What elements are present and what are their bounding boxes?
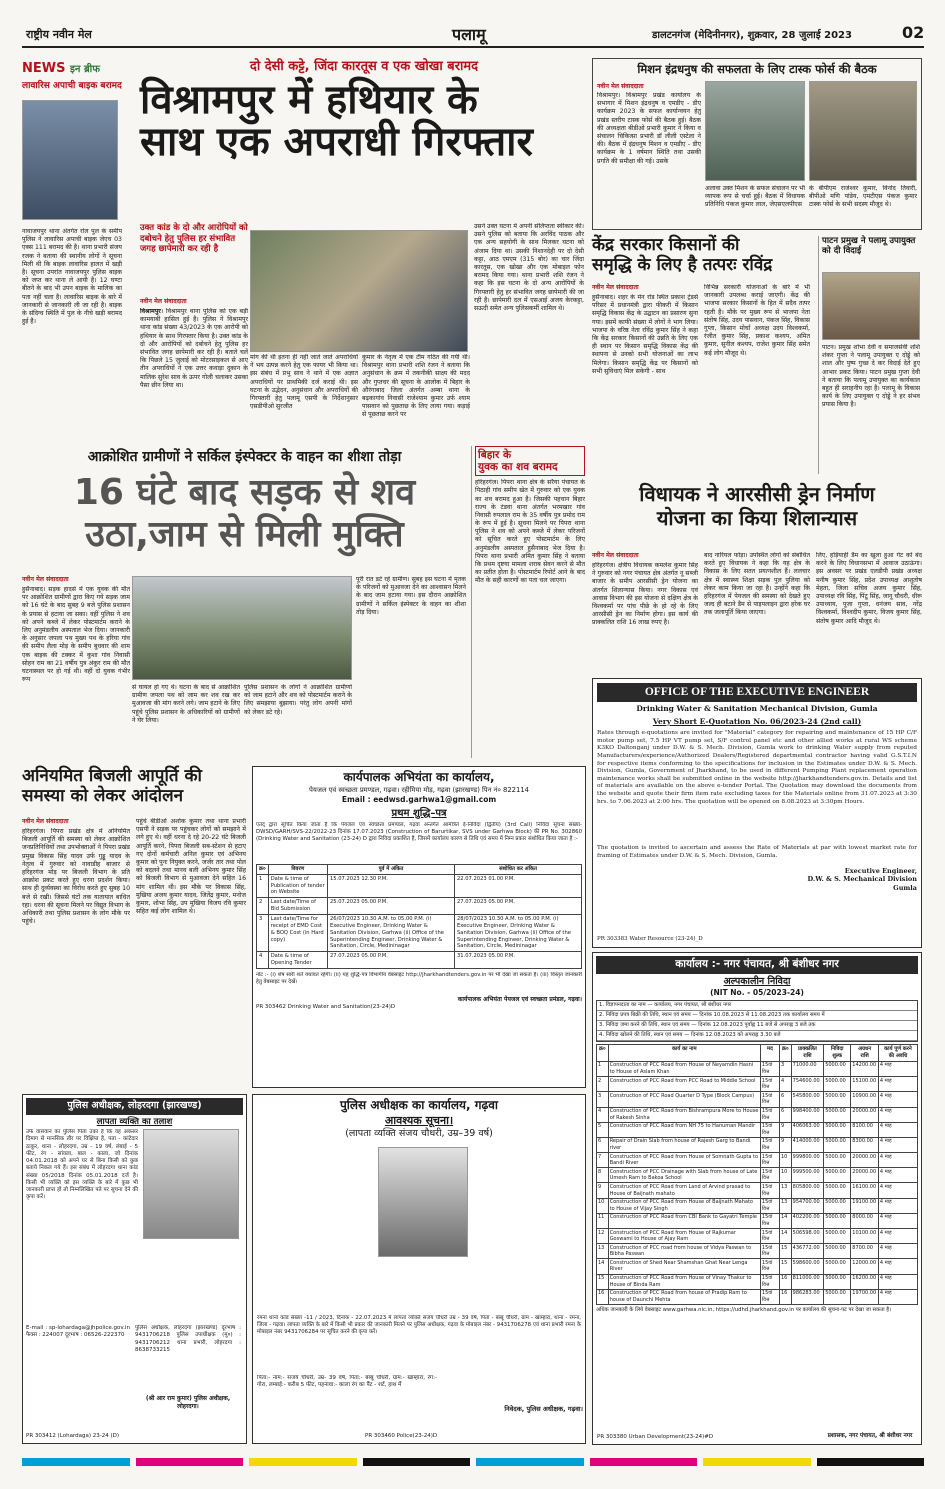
lead-story xyxy=(140,58,588,443)
news-brief xyxy=(22,60,134,438)
lead-headline-1: विश्रामपुर में हथियार के xyxy=(140,77,478,124)
table-cell: 12 xyxy=(597,1229,609,1244)
table-cell: 4 माह xyxy=(878,1137,917,1152)
vidhayak-body-3: लिए, हड़ियाही डैम का खुला हुआ गेट को बंद करने के लिए विधानसभा में आवाज उठाऊंगा। इस अवसर पर प्रखंड एलडीपी प्रखंड अध्यक्ष मनीष कुमार सिंह, प्रदेश उपाध्यक्ष आशुतोष मेहता, जिला सचिव अजय कुमार सिंह, उपाध्यक्ष रवि सिंह, पिंटू सिंह, जानू चौधरी, धीरू उपाध्याय, पूजा गुप्ता, धनंजय साव, नरेंद्र विश्वकर्मा, विश्वदीप कुमार, विजय कुमार सिंह, संतोष कुमार आदि मौजूद थे। xyxy=(816,552,922,625)
table-row xyxy=(597,1183,918,1198)
table-cell: 15 xyxy=(779,1244,791,1259)
table-cell: 15वां वित्त xyxy=(760,1061,779,1076)
table-cell: Construction of PCC Road from House of Vinay Thakur to House of Binda Ram xyxy=(608,1274,760,1289)
table-row xyxy=(597,1213,918,1228)
table-cell: Construction of PCC Road from CBI Bank to Gayatri Temple xyxy=(608,1213,760,1228)
table-row xyxy=(597,1198,918,1213)
table-cell: 28/07/2023 10.30 A.M. to 05.00 P.M. (i) Executive Engineer, Drinking Water & Sanitation Division, Garhwa (ii) Office of the Superintending Engineer, Drinking Water & Sanitation, Circle, Medininagar xyxy=(454,915,581,952)
table-row xyxy=(597,1274,918,1289)
table-cell: 5000.00 xyxy=(824,1198,851,1213)
karyapalak-note: नोट :- (i) शेष सारी शर्तें यथावत रहेगी। (ii) यह शुद्धि-पत्र विभागीय वेबसाइट http://jharkhandtenders.gov.in पर भी देखा जा सकता है। (iii) विस्तृत जानकारी हेतु वेबसाइट पर देखें। xyxy=(256,972,582,986)
table-cell: 8000.00 xyxy=(851,1213,879,1228)
lead-col-4: उसने उक्त घटना में अपनी संलिप्तता स्वीकार की। उसने पुलिस को बताया कि अरविंद पाठक और एक अन्य सहयोगी के साथ मिलकर घटना को अंजाम दिया था। उसकी निशानदेही पर दो देसी कट्टा, आठ एमएम (315 बोर) का चार जिंदा कारतूस, एक खोखा और एक मोबाइल फोन बरामद किया गया। थाना प्रभारी शशि रंजन ने कहा कि इस घटना के दो अन्य आरोपियों के गिरफ्तारी हेतु हर संभावित जगह छापेमारी की जा रही है। छापेमारी दल में एसआई अजय केरकट्टा, सऊदी समेत अन्य पुलिसकर्मी शामिल थे। xyxy=(474,223,584,312)
table-cell: 15वां वित्त xyxy=(760,1137,779,1152)
table-cell: 954700.00 xyxy=(791,1198,824,1213)
nagar-pr: PR 303380 Urban Development(23-24)#D xyxy=(597,1433,714,1440)
table-cell: 986283.00 xyxy=(791,1289,824,1304)
table-cell: 8700.00 xyxy=(851,1244,879,1259)
table-cell: 805800.00 xyxy=(791,1183,824,1198)
info-row: 3. निविदा जमा करने की तिथि, स्थान एवं समय — दिनांक 12.08.2023 पूर्वाह्न 11 बजे से अपराह्न 3 बजे तक xyxy=(597,1021,917,1031)
jam-body-2: से घायल हो गए थे। घटना के बाद से आक्रोशित ग्रामीण जपला पथ को जाम कर शव रख कर मुआवजा की मांग करने लगे। जाम हटाने के लिए पहुंचे पुलिस प्रशासन के अधिकारियों को ग्रामीणों ने घेर लिया। xyxy=(132,684,240,724)
table-cell: 5 xyxy=(597,1122,609,1137)
jam-kicker: आक्रोशित ग्रामीणों ने सर्किल इंस्पेक्टर के वाहन का शीशा तोड़ा xyxy=(87,449,402,465)
kendra-story xyxy=(592,236,814,474)
table-cell: 13 xyxy=(779,1198,791,1213)
lead-headline-2: साथ एक अपराधी गिरफ्तार xyxy=(140,119,533,166)
table-cell: 15वां वित्त xyxy=(760,1122,779,1137)
lohardaga-title: पुलिस अधीक्षक, लोहरदगा (झारखण्ड) xyxy=(26,1098,243,1115)
table-cell: 4 माह xyxy=(878,1213,917,1228)
jam-body-4: पूरी रात डटे रहे ग्रामीण। सुबह इस घटना में मृतक के परिजनों को मुआवजा देने का आश्वासन मिलने के बाद जाम हटाया गया। इस दौरान आक्रोशित ग्रामीणों ने सर्किल इंस्पेक्टर के वाहन का शीशा तोड़ दिया। xyxy=(356,576,466,616)
patan-headline: पाटन प्रमुख ने पलामू उपायुक्त को दी विदाई xyxy=(822,236,916,257)
garhwa-sign: निवेदक, पुलिस अधीक्षक, गढ़वा। xyxy=(504,1405,583,1413)
garhwa-sub-2: (लापता व्यक्ति संजय चौधरी, उम्र–39 वर्ष) xyxy=(345,1128,493,1140)
table-cell: 4 माह xyxy=(878,1077,917,1092)
nagar-table: क्र० कार्य का नाम मद क्र० प्राक्कलित राशि निविदा शुल्क अग्रधन राशि कार्य पूर्ण करने की अवधि 1 Construction of PCC Road from House of Neyamdin Hasni to House of Aslam Khan 15वां वित्त 3 71000.00 5000.00 14200.00 4 माह 2 Construction of PCC Road from PCC Road to Middle School 15वां वित्त 4 754600.00 5000.00 15100.00 4 माह 3 Construction of PCC Road Quarter D Type (Block Campus) 15वां वित्त 6 545800.00 5000.00 10900.00 4 माह 4 Construction of PCC Road from Bishrampura More to House of Rakesh Sinha 15वां वित्त 6 998400.00 5000.00 20000.00 4 माह 5 Construction of PCC Road from NH 75 to Hanuman Mandir 15वां वित्त 9 406063.00 5000.00 8100.00 4 माह 6 Repair of Drain Slab from house of Rajesh Garg to Bandi river 15वां वित्त 9 414000.00 5000.00 8300.00 4 माह 7 Construction of PCC Road from House of Somnath Gupta to Bandi River 15वां वित्त 10 999800.00 5000.00 20000.00 4 माह 8 Construction of PCC Drainage with Slab from house of Late Umesh Ram to Bakoa School 15वां वित्त 10 999500.00 5000.00 20000.00 4 माह 9 Construction of PCC Road from Land of Arvind prasad to House of Baijnath mahato 15वां वित्त 13 805800.00 5000.00 16100.00 4 माह 10 Construction of PCC Road from House of Baijnath Mahato to House of Vijay Singh 15वां वित्त 13 954700.00 5000.00 19100.00 4 माह 11 Construction of PCC Road from CBI Bank to Gayatri Temple 15वां वित्त 14 402200.00 5000.00 8000.00 4 माह 12 Construction of PCC Road from House of Rajkumar Goswami to House of Ajay Ram 15वां वित्त 14 506598.00 5000.00 10100.00 4 माह 13 Construction of PCC road from house of Vidya Paswan to Bibha Paswan 15वां वित्त 15 436772.00 5000.00 8700.00 4 माह 14 Construction of Shed Near Shamshan Ghat Near Lenga River 15वां वित्त 15 598600.00 5000.00 12000.00 4 माह 15 Construction of PCC Road from House of Vinay Thakur to House of Binda Ram 15वां वित्त 16 811000.00 5000.00 16200.00 4 माह 16 Construction of PCC Road from house of Pradip Ram to house of Daunchi Mehta 15वां वित्त 16 986283.00 5000.00 19700.00 4 माह xyxy=(596,1044,918,1305)
executive-notice: Very Short E-Quotation No. 06/2023-24 (2nd call) xyxy=(652,717,862,727)
table-cell: 15वां वित्त xyxy=(760,1077,779,1092)
karyapalak-pr: PR 303462 Drinking Water and Sanitation(23-24)D xyxy=(256,1003,396,1010)
brief-title: लावारिस अपाची बाइक बरामद xyxy=(22,81,122,92)
nagar-ad xyxy=(592,952,922,1445)
table-cell: 2 xyxy=(257,898,269,915)
table-row xyxy=(597,1077,918,1092)
table-row xyxy=(597,1244,918,1259)
table-cell: 15वां वित्त xyxy=(760,1183,779,1198)
vidhayak-headline-2: योजना का किया शिलान्यास xyxy=(656,506,858,530)
paper-name: राष्ट्रीय नवीन मेल xyxy=(26,28,92,41)
table-cell: 31.07.2023 05.00 P.M. xyxy=(454,952,581,969)
table-cell: 4 माह xyxy=(878,1122,917,1137)
bijli-byline: नवीन मेल संवाददाता xyxy=(22,818,69,825)
print-color-bar xyxy=(22,1458,924,1466)
missing-person-photo xyxy=(378,1147,468,1257)
table-cell: 15वां वित्त xyxy=(760,1289,779,1304)
table-cell: 506598.00 xyxy=(791,1229,824,1244)
table-cell: 4 xyxy=(257,952,269,969)
kendra-body-2: विभिन्न सरकारी योजनाओं के बारे में भी जानकारी उपलब्ध कराई जाएगी। केंद्र की भाजपा सरकार किसानों के हित में सदैव तत्पर रहती है। मौके पर मुख्य रूप से भाजपा नेता संतोष सिंह, उदय पासवान, पंकज सिंह, विकास गुप्ता, किसान मोर्चा अध्यक्ष उदय विश्वकर्मा, रंजीत कुमार सिंह, प्रकाश कश्यप, अमित कुमार, सुनील कश्यप, राजेश कुमार सिंह समेत कई लोग मौजूद थे। xyxy=(704,284,810,357)
table-cell: 414000.00 xyxy=(791,1137,824,1152)
table-cell: Construction of PCC Road from Bishrampura More to House of Rakesh Sinha xyxy=(608,1107,760,1122)
patan-body: पाटन। प्रमुख शोभा देवी व समाजसेवी शशि शंकर गुप्ता ने पलामू उपायुक्त ए दोड्डे को शाल और पुष्प गुच्छ दे कर विदाई देते हुए आभार प्रकट किया। पाटन प्रमुख गुप्ता देवी ने बताया कि पलामू उपायुक्त का कार्यकाल बहुत ही सराहनीय रहा है। पलामू के विकास कार्य के लिए उपायुक्त ए दोड्डे ने हर संभव प्रयास किया है। xyxy=(822,344,920,409)
table-cell: Construction of PCC Road from House of Somnath Gupta to Bandi River xyxy=(608,1153,760,1168)
bijli-headline-2: समस्या को लेकर आंदोलन xyxy=(22,786,184,807)
garhwa-body: रमना थाना कांड संख्या -11 / 2023, दिनांक - 22.07.2023 में लापता व्यक्ति संजय चौधरी उम्र - 39 वर्ष, पिता - बब्बू चौधरी, ग्राम - खाम्हारा, थाना - रमना, जिला - गढ़वा। लापता व्यक्ति के बारे में किसी भी प्रकार की जानकारी मिलने पर पुलिस अधीक्षक, गढ़वा के मोबाइल नंबर - 9431706278 एवं थाना प्रभारी रमना के मोबाइल नंबर 9431706284 पर सूचित करने की कृपा करें। xyxy=(257,1315,581,1336)
table-cell: 15वां वित्त xyxy=(760,1168,779,1183)
table-cell: 13 xyxy=(597,1244,609,1259)
karyapalak-address: पेयजल एवं स्वच्छता प्रमण्डल, गढ़वा। रहीमिया मोड़, गढ़वा (झारखण्ड) पिन नं० 822114 xyxy=(309,785,529,794)
lohardaga-body: उर्फ वासवान का पुलिस पिता उका है कि वह अकसर दिमाग से मानसिक तौर पर विक्षिप्त है, पता - कांटेदार ठाकुर, थाना - लोहरदगा, उम्र - 19 वर्ष, लंबाई - 5 फीट, रंग - सांवला, बाल - काला, जो दिनांक 04.01.2018 को अपने घर से बिना किसी को कुछ बताये निकल गये हैं। इस संबंध में लोहरदगा थाना कांड संख्या 05/2018 दिनांक 05.01.2018 दर्ज है। किसी भी व्यक्ति को इस व्यक्ति के बारे में कुछ भी जानकारी प्राप्त हो तो निम्नलिखित पते पर सूचना देने की कृपा करें। xyxy=(26,1129,138,1201)
karyapalak-table: क्र० विवरण पूर्व में अंकित संशोधित कर अंकित 1 Date & time of Publication of tender on Website 15.07.2023 12.30 P.M. 22.07.2023 01.00 P.M. 2 Last date/Time of Bid Submission 25.07.2023 05.00 P.M. 27.07.2023 05.00 P.M. 3 Last date/Time for receipt of EMD Cost & BOQ Cost (in Hard copy) 26/07/2023 10.30 A.M. to 05.00 P.M. (i) Executive Engineer, Drinking Water & Sanitation Division, Garhwa (ii) Office of the Superintending Engineer, Drinking Water & Sanitation, Circle, Medininagar 28/07/2023 10.30 A.M. to 05.00 P.M. (i) Executive Engineer, Drinking Water & Sanitation Division, Garhwa (ii) Office of the Superintending Engineer, Drinking Water & Sanitation, Circle, Medininagar 4 Date & time of Opening Tender 27.07.2023 05.00 P.M. 31.07.2023 05.00 P.M. xyxy=(256,864,582,969)
table-cell: Construction of PCC Road from House of Baijnath Mahato to House of Vijay Singh xyxy=(608,1198,760,1213)
table-cell: 406063.00 xyxy=(791,1122,824,1137)
jam-headline-2: उठा,जाम से मिली मुक्ति xyxy=(85,513,404,555)
task-force-body: विश्रामपुर। विश्रामपुर प्रखंड कार्यालय के सभागार में मिशन इंद्रधनुष व एमडीए - डीए कार्यक्रम 2023 के सफल कार्यान्वयन हेतु प्रखंड स्तरीय टास्क फोर्स की बैठक हुई। बैठक की अध्यक्षता बीडीओ प्रभारी कुमार ने किया व संचालन चिकित्सा प्रभारी डॉ लीली एस्टेला ने की। बैठक में इंद्रधनुष मिशन व एमडीए - डीए कार्यक्रम के 1 वर्षमान स्थिति तथा उसकी प्रगति की समीक्षा की गई। उसके xyxy=(597,92,701,165)
patan-photo xyxy=(822,272,920,340)
garhwa-ad xyxy=(252,1094,586,1444)
table-cell: 14 xyxy=(597,1259,609,1274)
lead-col-2: मांग की थी इतना ही नहीं जाते जाते अपराधियों ने भय उत्पन्न करने हेतु एक फायर भी किया था। इस संबंध में प्रभु साव ने थाने में एक अज्ञात अपराधियों पर प्राथमिकी दर्ज कराई थी। इस घटना के उद्भेदन, अनुसंधान और अपराधियों की गिरफ्तारी हेतु पलामू एसपी के निर्देशानुसार एसडीपीओ सुरजीत xyxy=(250,354,358,411)
table-cell: 5000.00 xyxy=(824,1107,851,1122)
table-cell: 15 xyxy=(779,1259,791,1274)
info-row: 1. विज्ञापनदाता का नाम — कार्यालय, नगर पंचायत, श्री बंशीधर नगर xyxy=(597,1001,917,1011)
brief-body: नावाजयपुर थाना अंतर्गत रोल पुल के समीप पुलिस ने लावारिस अपाची बाइक जेएच 03 एक्स 111 बरामद की है। थाना प्रभारी संजय रजक ने बताया की स्थानीय लोगों ने सूचना मिली थी कि बाइक लावारिस हालत में खड़ी है। सूचना उपरांत नावाजयपुर पुलिस बाइक को जप्त कर थाना ले आयी है। 12 घण्टा बीतने के बाद भी उपन बाइक के मालिक का पता नहीं चला है। लावारिस बाइक के बारे में जानकारी से जानकारी ली जा रही है। बाइक के संदिग्ध स्थिति में पुल के नीचे खड़ी बरामद हुई है। xyxy=(22,228,122,326)
jam-body-1: हुसैनाबाद। सड़क हादसे में एक युवक की मौत पर आक्रोशित ग्रामीणों द्वारा किए गये सड़क जाम को 16 घंटे के बाद सुबह 9 बजे पुलिस प्रशासन के प्रयास से हटाया जा सका। वहीं पुलिस ने शव को अपने कब्जे में लेकर पोस्टमार्टम कराने के लिए अनुमंडलीय अस्पताल भेज दिया। जानकारी के अनुसार जपला पथ मुख्य पथ के हरिया गांव की समीप लैला मोड़ के समीप बुधवार की शाम एक बाइक की टक्कर में कुशा गांव निवासी सोहन राम का 21 वर्षीय पुत्र अंकुर राम की मौत घटनास्थल पर हो गई थी। वहीं दो युवक गंभीर रूप xyxy=(22,586,130,684)
nagar-foot: अधिक जानकारी के लिये वेबसाइट www.garhwa.nic.in, https://udhd.jharkhand.gov.in पर कार्यालय की सूचना-पट पर देखा जा सकता है। xyxy=(596,1306,892,1313)
table-row xyxy=(597,1061,918,1076)
lohardaga-pr: PR 303412 (Lohardaga) 23-24 (D) xyxy=(26,1432,120,1439)
task-force-body-3: के बीपीएम राजेश्वर कुमार, विनोद तिवारी, बीपीओ मणि पांडेय, एमटीएस पंकज कुमार टास्क फोर्स के सभी सदस्य मौजूद थे। xyxy=(809,185,917,209)
table-cell: 9 xyxy=(779,1122,791,1137)
bihar-headline: बिहार के युवक का शव बरामद xyxy=(475,446,585,476)
table-cell: 5000.00 xyxy=(824,1183,851,1198)
table-cell: 25.07.2023 05.00 P.M. xyxy=(327,898,454,915)
arrest-photo xyxy=(250,230,468,352)
karyapalak-sign: कार्यपालक अभियंता पेयजल एवं स्वच्छता प्रमंडल, गढ़वा। xyxy=(457,996,582,1004)
table-cell: 15वां वित्त xyxy=(760,1092,779,1107)
table-cell: 4 माह xyxy=(878,1061,917,1076)
table-cell: 10900.00 xyxy=(851,1092,879,1107)
lohardaga-sub: लापता व्यक्ति का तलाश xyxy=(96,1116,173,1127)
table-cell: Construction of PCC road from house of Vidya Paswan to Bibha Paswan xyxy=(608,1244,760,1259)
table-cell: 999500.00 xyxy=(791,1168,824,1183)
task-force-headline: मिशन इंद्रधनुष की सफलता के लिए टास्क फोर्स की बैठक xyxy=(637,62,877,76)
table-cell: 71000.00 xyxy=(791,1061,824,1076)
page-number: 02 xyxy=(902,23,925,42)
table-cell: 5000.00 xyxy=(824,1092,851,1107)
table-cell: Construction of PCC Road from house of Pradip Ram to house of Daunchi Mehta xyxy=(608,1289,760,1304)
garhwa-pr: PR 303460 Police(23-24)D xyxy=(365,1432,438,1439)
table-cell: 19100.00 xyxy=(851,1198,879,1213)
kendra-headline-1: केंद्र सरकार किसानों की xyxy=(592,235,740,255)
table-cell: 15वां वित्त xyxy=(760,1153,779,1168)
kendra-byline: नवीन मेल संवाददाता xyxy=(592,284,639,291)
table-cell: 402200.00 xyxy=(791,1213,824,1228)
table-cell: 4 माह xyxy=(878,1229,917,1244)
lead-subhead: उक्त कांड के दो और आरोपियों को दबोचने हेतु पुलिस हर संभावित जगह छापेमारी कर रही है xyxy=(140,223,248,255)
table-cell: Construction of PCC Road from PCC Road to Middle School xyxy=(608,1077,760,1092)
table-cell: 3 xyxy=(257,915,269,952)
nagar-sign: प्रशासक, नगर पंचायत, श्री बंशीधर नगर xyxy=(827,1433,913,1440)
table-row xyxy=(257,874,582,898)
dateline: डालटनगंज (मेदिनीनगर), शुक्रवार, 28 जुलाई 2023 xyxy=(652,30,852,41)
table-cell: 10 xyxy=(597,1198,609,1213)
table-cell: 15वां वित्त xyxy=(760,1107,779,1122)
lohardaga-ad xyxy=(22,1094,247,1444)
table-cell: 14 xyxy=(779,1229,791,1244)
table-cell: Construction of PCC Road from Land of Arvind prasad to House of Baijnath mahato xyxy=(608,1183,760,1198)
news-label: NEWS xyxy=(22,61,66,76)
table-row xyxy=(597,1168,918,1183)
table-cell: Last date/Time of Bid Submission xyxy=(268,898,327,915)
lohardaga-sign: (श्री आर राम कुमार) पुलिस अधीक्षक, लोहरदगा। xyxy=(145,1395,231,1410)
table-cell: 598600.00 xyxy=(791,1259,824,1274)
garhwa-sub: आवश्यक सूचना। xyxy=(384,1113,454,1127)
table-cell: 8100.00 xyxy=(851,1122,879,1137)
table-row xyxy=(257,952,582,969)
table-cell: 16200.00 xyxy=(851,1274,879,1289)
table-cell: 6 xyxy=(779,1107,791,1122)
bihar-body: हरिहरगंज। पिपरा थाना क्षेत्र के सरैया पंचायत के पिठाही गांव समीप खेत में गुरुवार को एक युवक का शव बरामद हुआ है। जिसकी पहचान बिहार राज्य के टंडवा थाना अंतर्गत भरमखार गांव निवासी रुपलाल राम के 35 वर्षीय पुत्र प्रमोद राम के रूप में हुई है। सूचना मिलने पर पिपरा थाना पुलिस ने शव को अपने कब्जे में लेकर परिजनों को सूचित करते हुए पोस्टमार्टम के लिए अनुमंडलीय अस्पताल हुसैनाबाद भेज दिया है। पिपरा थाना प्रभारी अमित कुमार सिंह ने बताया कि प्रथम दृष्टया मामला शराब सेवन करने से मौत का प्रतीत होता है। पोस्टमार्टम रिपोर्ट आने के बाद मौत के सही कारणों का पता चल जाएगा। xyxy=(475,479,585,585)
garhwa-name: पिता:- नाम:- संजय चौधरी, उम्र- 39 वर्ष, पिता:- बब्बू चौधरी, ग्राम:- खाम्हारा, रंग:- गोरा, लम्बाई:- करीब 5 फीट, पहनावा:- काला रंग का पैंट - शर्ट, हाथ में xyxy=(257,1375,437,1389)
table-cell: 5000.00 xyxy=(824,1137,851,1152)
table-cell: 14200.00 xyxy=(851,1061,879,1076)
nagar-no: (NIT No. - 05/2023-24) xyxy=(710,988,804,998)
table-cell: Construction of Shed Near Shamshan Ghat Near Lenga River xyxy=(608,1259,760,1274)
table-cell: 6 xyxy=(597,1137,609,1152)
table-cell: Last date/Time for receipt of EMD Cost & BOQ Cost (in Hard copy) xyxy=(268,915,327,952)
executive-ad xyxy=(592,678,922,948)
info-row: 4. निविदा खोलने की तिथि, स्थान एवं समय — दिनांक 12.08.2023 को अपराह्न 3.30 बजे xyxy=(597,1031,917,1041)
table-cell: 9 xyxy=(597,1183,609,1198)
table-cell: 15वां वित्त xyxy=(760,1244,779,1259)
karyapalak-sub: प्रथम शुद्धि–पत्र xyxy=(391,807,447,819)
table-cell: 4 माह xyxy=(878,1092,917,1107)
table-cell: 27.07.2023 05.00 P.M. xyxy=(327,952,454,969)
table-cell: 13 xyxy=(779,1183,791,1198)
table-cell: 15वां वित्त xyxy=(760,1259,779,1274)
table-cell: 5000.00 xyxy=(824,1244,851,1259)
table-cell: 4 माह xyxy=(878,1274,917,1289)
table-cell: 4 माह xyxy=(878,1153,917,1168)
table-cell: 15100.00 xyxy=(851,1077,879,1092)
table-cell: 4 माह xyxy=(878,1244,917,1259)
table-cell: 2 xyxy=(597,1077,609,1092)
table-cell: 20000.00 xyxy=(851,1107,879,1122)
nagar-sub: अल्पकालीन निविदा xyxy=(723,975,791,987)
meeting-photo-1 xyxy=(705,81,805,181)
table-cell: 15वां वित्त xyxy=(760,1274,779,1289)
table-cell: 5000.00 xyxy=(824,1259,851,1274)
table-cell: 4 माह xyxy=(878,1198,917,1213)
table-row xyxy=(597,1137,918,1152)
nagar-title: कार्यालय :- नगर पंचायत, श्री बंशीधर नगर xyxy=(596,956,918,974)
table-cell: 545800.00 xyxy=(791,1092,824,1107)
brief-label: इन ब्रीफ xyxy=(70,64,100,75)
vidhayak-headline-1: विधायक ने आरसीसी ड्रेन निर्माण xyxy=(639,482,875,506)
nagar-info xyxy=(596,1000,918,1042)
table-cell: 15वां वित्त xyxy=(760,1198,779,1213)
table-cell: 811000.00 xyxy=(791,1274,824,1289)
table-cell: 5000.00 xyxy=(824,1289,851,1304)
meeting-photo-2 xyxy=(809,81,917,181)
jam-body-3: पुलिस प्रशासन के लोगों ने आक्रोशित ग्रामीणों को जाम हटाने और शव को पोस्टमार्टम कराने के लिए समझाया बुझाया। परंतु लोग अपनी मांगों को लेकर डटे रहे। xyxy=(244,684,352,716)
table-cell: 27.07.2023 05.00 P.M. xyxy=(454,898,581,915)
table-cell: 10100.00 xyxy=(851,1229,879,1244)
table-row xyxy=(597,1229,918,1244)
kendra-body-1: हुसैनाबाद। शहर के मेन रोड स्थित प्रकाश ट्रेडर्स परिसर में प्रधानमंत्री द्वारा फीकरी में किसान समृद्धि विकास केंद्र के उद्घाटन का प्रसारण सुना गया। इसमें काफी संख्या में लोगों ने भाग लिया। भाजपा के वरिष्ठ नेता रविंद्र कुमार सिंह ने कहा कि केंद्र सरकार किसानों की उन्नति के लिए एक ही स्थान पर किसान समृद्धि विकास केंद्र की स्थापना से उनको सभी योजनाओं का लाभ मिलेगा। किसान समृद्धि केंद्र पर किसानों को सभी सुविधाएं मिल सकेगी - साथ xyxy=(592,294,698,375)
table-cell: 5000.00 xyxy=(824,1122,851,1137)
table-cell: Construction of PCC Road Quarter D Type (Block Campus) xyxy=(608,1092,760,1107)
table-cell: 8300.00 xyxy=(851,1137,879,1152)
table-cell: 4 माह xyxy=(878,1289,917,1304)
table-cell: 5000.00 xyxy=(824,1168,851,1183)
executive-pr: PR 303383 Water Resource (23-24)_D xyxy=(597,935,703,942)
table-cell: 754600.00 xyxy=(791,1077,824,1092)
table-cell: 5000.00 xyxy=(824,1213,851,1228)
table-cell: 4 माह xyxy=(878,1107,917,1122)
jam-story xyxy=(22,448,467,758)
table-cell: 5000.00 xyxy=(824,1274,851,1289)
table-cell: 4 xyxy=(779,1077,791,1092)
table-row xyxy=(597,1289,918,1304)
table-cell: 7 xyxy=(597,1153,609,1168)
lead-col-1: विश्रामपुर। विश्रामपुर थाना पुलिस को एक बड़ी कामयाबी हासिल हुई है। पुलिस ने विश्रामपुर थाना कांड संख्या 43/2023 के एक आरोपी को हथियार के साथ गिरफ्तार किया है। उक्त कांड के दो और आरोपियों को दबोचने हेतु पुलिस हर संभावित जगह छापेमारी कर रही है। बताते चलें कि पिछले 15 जुलाई को मोटरसाइकल से आए तीन अपराधियों ने एक उत्तर कवाड़ा दुकान के मालिक सुरेश साव के ऊपर गोली चलाकर उसका पैसा छीन लिया था। xyxy=(140,308,248,389)
executive-body: Rates through e-quotations are invited for "Material" category for repairing and maintenance of 15 HP C/F motor pump set, 7.5 HP VT pump set, S/F control panel etc and other allied works at rural WS scheme K3KO Daltonganj under D.W. & S. Mech. Division, Gumla work to drinking Water supply from reputed Manufacturers/experience/Authorized Dealers/Registered departmental contractor having valid G.S.T.I.N for respective items conforming to the specifications for inclusion in the Estimates under D.W. & S. Mech. Division, Gumla, Government of Jharkhand, to be used in different Pumping Plant replacement operation maintenance works shall be submitted online in the website http://jharkhandtenders.gov.in. Details and list of materials are available on the above e-tender Portal. The Quotation may download the documents from the website and quote their firm item rate excluding taxes for the Materials online from 31.07.2023 at 3:30 hrs. to 7.06.2023 at 2:00 hrs. The quotation will be opened on 8.08.2023 at 3:30pm Hours. xyxy=(597,729,917,805)
table-cell: Construction of PCC Road from House of Rajkumar Goswami to House of Ajay Ram xyxy=(608,1229,760,1244)
table-cell: 4 xyxy=(597,1107,609,1122)
task-force-body-2: अलावा उक्त मिशन के सफल संचालन पर भी व्यापक रूप से चर्चा हुई। बैठक में विधायक प्रतिनिधि पंकज कुमार लाल, जेएसएलपीएस xyxy=(705,185,805,209)
table-cell: 16 xyxy=(597,1289,609,1304)
bike-photo xyxy=(22,100,118,220)
table-cell: 6 xyxy=(779,1092,791,1107)
table-cell: Repair of Drain Slab from house of Rajesh Garg to Bandi river xyxy=(608,1137,760,1152)
executive-sub: Drinking Water & Sanitation Mechanical Division, Gumla xyxy=(636,704,878,714)
table-cell: 14 xyxy=(779,1213,791,1228)
task-force-story xyxy=(592,58,922,230)
vidhayak-body-2: बाद नारियल फोड़ा। उपस्थित लोगों को संबोधित करते हुए विधायक ने कहा कि यह क्षेत्र के विकास के लिए सतत प्रयत्नशील हैं। ललचार क्षेत्र में स्वास्थ्य शिक्षा सड़क पुल पुलिया को लेकर काम किया जा रहा है। उन्होंने कहा कि हरिहरगंज में पेयजल की समस्या को देखते हुए जल्द ही बटाने डैम से पाइपलाइन द्वारा हरेक घर तक जलापूर्ति किया जाएगा। xyxy=(704,552,810,617)
lohardaga-contacts: E-mail : sp-lohardaga@jhpolice.gov.in फैक्स : 224007 दूरभाष : 06526-222370 xyxy=(26,1325,130,1339)
table-cell: 15.07.2023 12.30 P.M. xyxy=(327,874,454,898)
table-cell: 9 xyxy=(779,1137,791,1152)
lead-byline: नवीन मेल संवाददाता xyxy=(140,298,187,305)
table-row xyxy=(257,915,582,952)
karyapalak-ad xyxy=(252,766,586,1088)
jam-byline: नवीन मेल संवाददाता xyxy=(22,576,69,583)
table-cell: 20000.00 xyxy=(851,1153,879,1168)
bijli-headline-1: अनियमित बिजली आपूर्ति की xyxy=(22,766,202,786)
table-row xyxy=(597,1259,918,1274)
vidhayak-byline: नवीन मेल संवाददाता xyxy=(592,552,639,559)
karyapalak-intro: एतद् द्वारा सूचित किया जाता है कि पेयजल एवं स्वच्छता प्रमण्डल, गढ़वा अन्तर्गत आमंत्रित ई-निविदा (द्वितीय) (3rd Call) निविदा सूचना संख्या-DWSD/GARH/SVS-22/2022-23 दिनांक 17.07.2023 (Construction of Barurtikar, SVS under Garhwa Block) की PR No. 302860 (Drinking Water and Sanitation (23-24) D द्वारा निविदा प्रकाशित है, जिसमें कार्यालय कारण से तिथि एवं समय में निम्न प्रकार संशोधित किया जाता है :- xyxy=(256,821,582,843)
table-cell: 15वां वित्त xyxy=(760,1213,779,1228)
table-row xyxy=(597,1122,918,1137)
lohardaga-contacts-2: पुलिस अधीक्षक, लोहरदगा (झारखण्ड) दूरभाष : 9431706218 पुलिस उपाधीक्षक (मु०) : 9431706212 थाना प्रभारी, लोहरदगा : 8638733215 xyxy=(135,1325,241,1353)
table-cell: Date & time of Opening Tender xyxy=(268,952,327,969)
table-row xyxy=(257,898,582,915)
table-row xyxy=(597,1153,918,1168)
bihar-story xyxy=(471,446,585,758)
table-cell: 10 xyxy=(779,1168,791,1183)
table-cell: 4 माह xyxy=(878,1168,917,1183)
table-row xyxy=(597,1092,918,1107)
table-cell: Construction of PCC Road from NH 75 to Hanuman Mandir xyxy=(608,1122,760,1137)
table-cell: 5000.00 xyxy=(824,1153,851,1168)
table-cell: 5000.00 xyxy=(824,1061,851,1076)
table-cell: 5000.00 xyxy=(824,1077,851,1092)
table-cell: 16 xyxy=(779,1274,791,1289)
executive-body-2: The quotation is invited to ascertain and assess the Rate of Materials at par with lowest market rate for framing of Estimates under D.W. & S. Mech. Division, Gumla. xyxy=(597,844,917,859)
jam-photo xyxy=(132,576,352,680)
table-cell: 5000.00 xyxy=(824,1229,851,1244)
kendra-headline-2: समृद्धि के लिए है तत्परः रविंद्र xyxy=(592,254,773,275)
bijli-story xyxy=(22,766,247,1088)
table-cell: 3 xyxy=(779,1061,791,1076)
table-cell: 1 xyxy=(597,1061,609,1076)
vidhayak-body-1: हरिहरगंज। क्षेत्रीय विधायक कमलेश कुमार सिंह ने गुरुवार को नगर पंचायत क्षेत्र अंतर्गत नू सब्जी बाजार के समीप आरसीसी ड्रेन योजना का अंतर्गत शिलान्यास किया। नगर विकास एवं आवास विभाग की इस योजना से दक्षिण क्षेत्र के विश्वकर्मा पर पांच पीछे के हो रहे के लिए आरसीसी ड्रेन का निर्माण होगा। इस कार्य की प्राक्कलित राशि 16 लाख रुपए है। xyxy=(592,562,698,627)
table-cell: 16100.00 xyxy=(851,1183,879,1198)
lead-col-3: कुमार के नेतृत्व में एक टीम गठित की गयी थी। विश्रामपुर थाना प्रभारी शशि रंजन ने बताया कि अनुसंधान के क्रम में तकनीकी साक्ष्य की मदद और गुप्तचर की सूचना के आलोक में बिहार के औरंगाबाद जिला अंतर्गत अम्बा थाना के बढ़कागांव निवासी राजेश्याम कुमार उर्फ श्याम पासवान को पुछताछ के लिए लाया गया। कड़ाई से पूछताछ करने पर xyxy=(362,354,470,419)
garhwa-title: पुलिस अधीक्षक का कार्यालय, गढ़वा xyxy=(339,1098,499,1112)
table-cell: 10 xyxy=(779,1153,791,1168)
table-cell: 3 xyxy=(597,1092,609,1107)
lohardaga-photo xyxy=(143,1129,239,1239)
masthead xyxy=(22,22,924,48)
table-cell: 15 xyxy=(597,1274,609,1289)
bijli-body-1: हरिहरगंज। पिपरा प्रखंड क्षेत्र में अनियमित बिजली आपूर्ति की समस्या को लेकर आक्रोशित जनप्रतिनिधियों तथा उपभोक्ताओं ने पिपरा प्रखंड प्रमुख विकास सिंह यादव उर्फ गुड्डू यादव के नेतृत्व में गुरुवार को नावाडीह बाजार से हरिहरगंज मोड़ पर बिजली विभाग के प्रति आक्रोश प्रकट करते हुए धरना प्रदर्शन किया। साथ ही दुर्व्यवस्था का विरोध करते हुए सुबह 10 बजे से रखी। जिससे घंटों तक यातायात बाधित रहा। धरना की सूचना मिलने पर विद्युत विभाग के अधिकारी तथा पुलिस प्रशासन के लोग मौके पर पहुंचे। xyxy=(22,828,130,926)
lead-kicker: दो देसी कट्टे, जिंदा कारतूस व एक खोखा बरामद xyxy=(249,59,479,74)
table-cell: 999800.00 xyxy=(791,1153,824,1168)
table-cell: 8 xyxy=(597,1168,609,1183)
executive-sign: Executive Engineer, D.W. & S. Mechanical Division Gumla xyxy=(807,866,917,892)
table-cell: Construction of PCC Road from House of Neyamdin Hasni to House of Aslam Khan xyxy=(608,1061,760,1076)
table-cell: 26/07/2023 10.30 A.M. to 05.00 P.M. (i) Executive Engineer, Drinking Water & Sanitation Division, Garhwa (ii) Office of the Superintending Engineer, Drinking Water & Sanitation, Circle, Medininagar xyxy=(327,915,454,952)
table-row xyxy=(597,1107,918,1122)
karyapalak-title: कार्यपालक अभियंता का कार्यालय, xyxy=(343,770,495,784)
table-cell: 1 xyxy=(257,874,269,898)
patan-story xyxy=(818,236,922,474)
table-cell: Construction of PCC Drainage with Slab from house of Late Umesh Ram to Bakoa School xyxy=(608,1168,760,1183)
table-cell: 12000.00 xyxy=(851,1259,879,1274)
table-cell: 4 माह xyxy=(878,1259,917,1274)
table-cell: 998400.00 xyxy=(791,1107,824,1122)
table-cell: 20000.00 xyxy=(851,1168,879,1183)
bijli-body-2: पहुंचे बीडीओ अशोक कुमार तथा थाना प्रभारी एसपी ने सड़क पर पहुंचकर लोगों को समझाने में लगे हुए थे। वहीं धरना दे रहे 20-22 घंटे बिजली आपूर्ति करने, पिपरा बिजली सब-स्टेशन से हटाए गए दोनों कर्मचारी अनिल कुमार एवं अभिनय कुमार को पुनः नियुक्त करने, जर्जर तार तथा पोल को बदलने तथा मानव बली अभिनय कुमार सिंह को बिजली विभाग से मुआवजा देने सहित 16 मांग शामिल थी। इस मौके पर विकास सिंह, मुखिया अजय कुमार यादव, जितेंद्र कुमार, मनोज कुमार, शोभा सिंह, उप मुखिया विजय रवि कुमार सहित कई लोग शामिल थे। xyxy=(136,818,246,916)
executive-title: OFFICE OF THE EXECUTIVE ENGINEER xyxy=(597,683,917,702)
karyapalak-email: Email : eedwsd.garhwa1@gmail.com xyxy=(341,794,497,804)
table-cell: 11 xyxy=(597,1213,609,1228)
info-row: 2. निविदा प्रपत्र बिक्री की तिथि, स्थान एवं समय — दिनांक 10.08.2023 से 11.08.2023 तक कार्यालय समय में xyxy=(597,1011,917,1021)
task-force-byline: नवीन मेल संवाददाता xyxy=(597,83,644,90)
jam-headline-1: 16 घंटे बाद सड़क से शव xyxy=(73,472,416,514)
table-cell: 4 माह xyxy=(878,1183,917,1198)
table-cell: 16 xyxy=(779,1289,791,1304)
table-cell: 22.07.2023 01.00 P.M. xyxy=(454,874,581,898)
section-name: पलामू xyxy=(452,25,486,44)
table-cell: 15वां वित्त xyxy=(760,1229,779,1244)
table-cell: Date & time of Publication of tender on Website xyxy=(268,874,327,898)
table-cell: 19700.00 xyxy=(851,1289,879,1304)
table-cell: 436772.00 xyxy=(791,1244,824,1259)
vidhayak-story xyxy=(592,482,922,672)
